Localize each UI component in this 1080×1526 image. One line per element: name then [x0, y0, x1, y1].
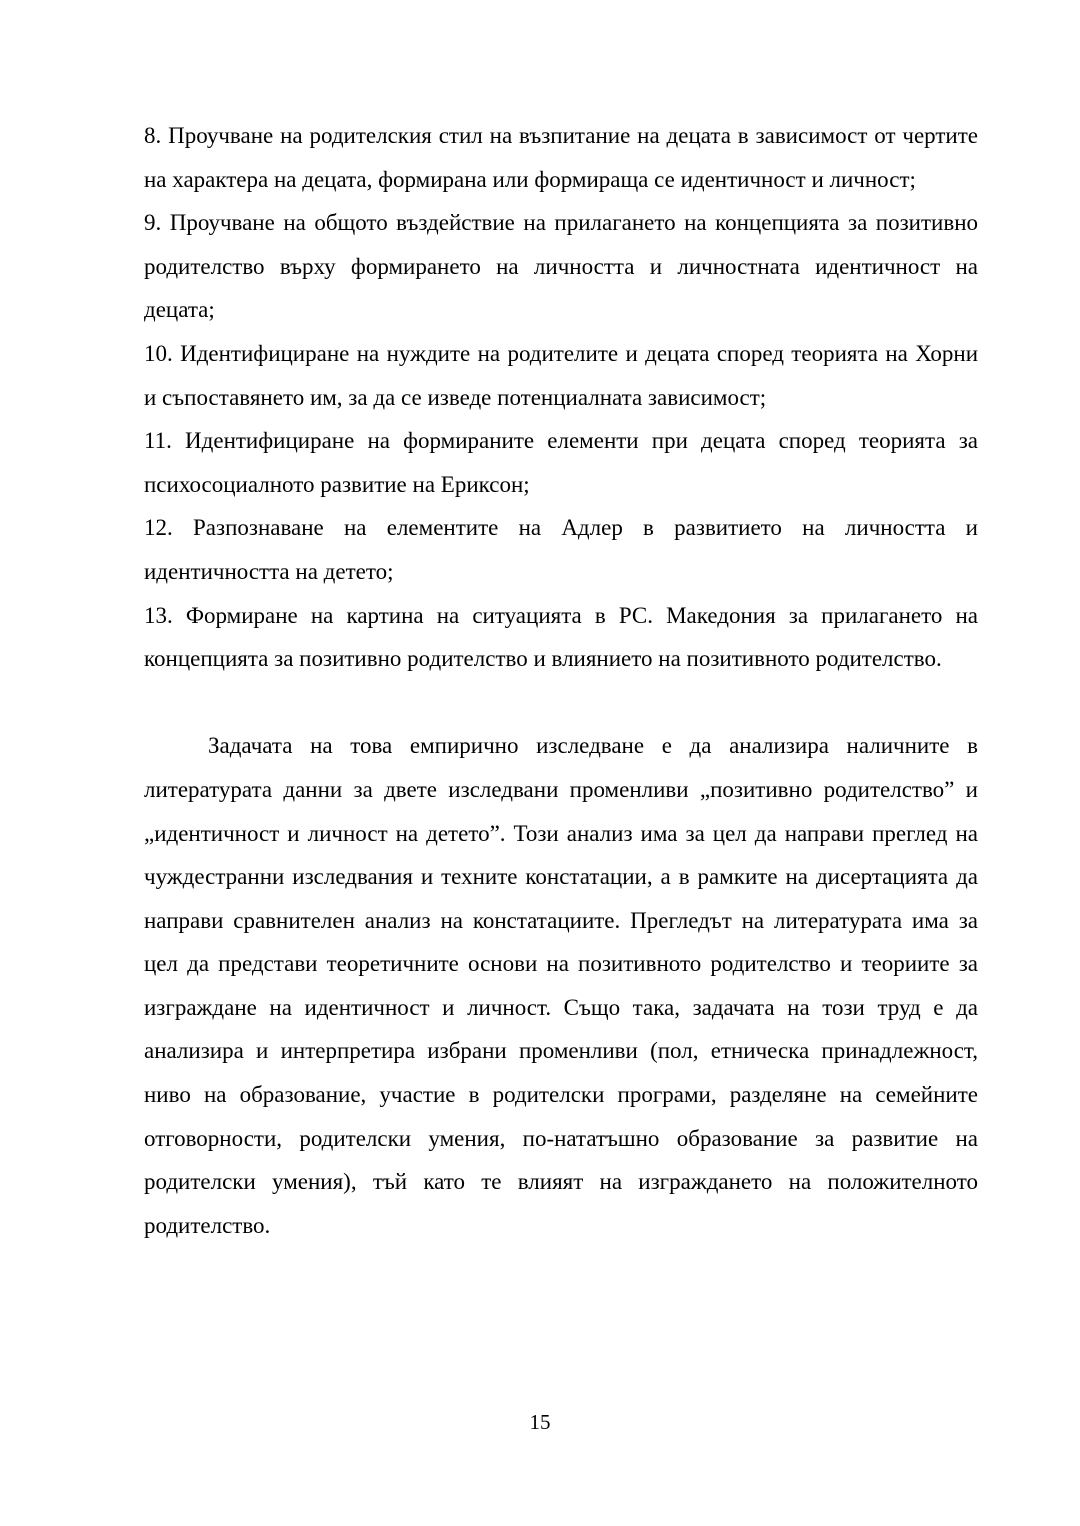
list-item-13: 13. Формиране на картина на ситуацията в РС. Македония за прилагането на концепцията за позитивно родителство и влиянието на позитивното родителство. — [144, 602, 978, 672]
list-item-8: 8. Проучване на родителския стил на възпитание на децата в зависимост от чертите на характера на децата, формирана или формираща се идентичност и личност; — [144, 123, 978, 192]
list-item-12: 12. Разпознаване на елементите на Адлер в развитието на личността и идентичността на детето; — [144, 515, 978, 584]
page-body — [144, 114, 978, 1247]
body-paragraph: Задачата на това емпирично изследване е да анализира наличните в литературата данни за двете изследвани променливи „позитивно родителство” и „идентичност и личност на детето”. Този анализ има за цел да направи преглед на чуждестранни изследвания и техните констатации, а в рамките на дисертацията да направи сравнителен анализ на констатациите. Прегледът на литературата има за цел да представи теоретичните основи на позитивното родителство и теориите за изграждане на идентичност и личност. Също така, задачата на този труд е да анализира и интерпретира избрани променливи (пол, етническа принадлежност, ниво на образование, участие в родителски програми, разделяне на семейните отговорности, родителски умения, по-нататъшно образование за развитие на родителски умения), тъй като те влияят на изграждането на положителното родителство. — [144, 733, 978, 1238]
list-item-11: 11. Идентифициране на формираните елементи при децата според теорията за психосоциалното развитие на Ериксон; — [144, 428, 978, 497]
page-number: 15 — [529, 1410, 551, 1434]
paragraph-spacer — [144, 681, 978, 725]
list-item-10: 10. Идентифициране на нуждите на родителите и децата според теорията на Хорни и съпоставянето им, за да се изведе потенциалната зависимост; — [144, 340, 978, 410]
list-item-9: 9. Проучване на общото въздействие на прилагането на концепцията за позитивно родителство върху формирането на личността и личностната идентичност на децата; — [144, 210, 978, 323]
